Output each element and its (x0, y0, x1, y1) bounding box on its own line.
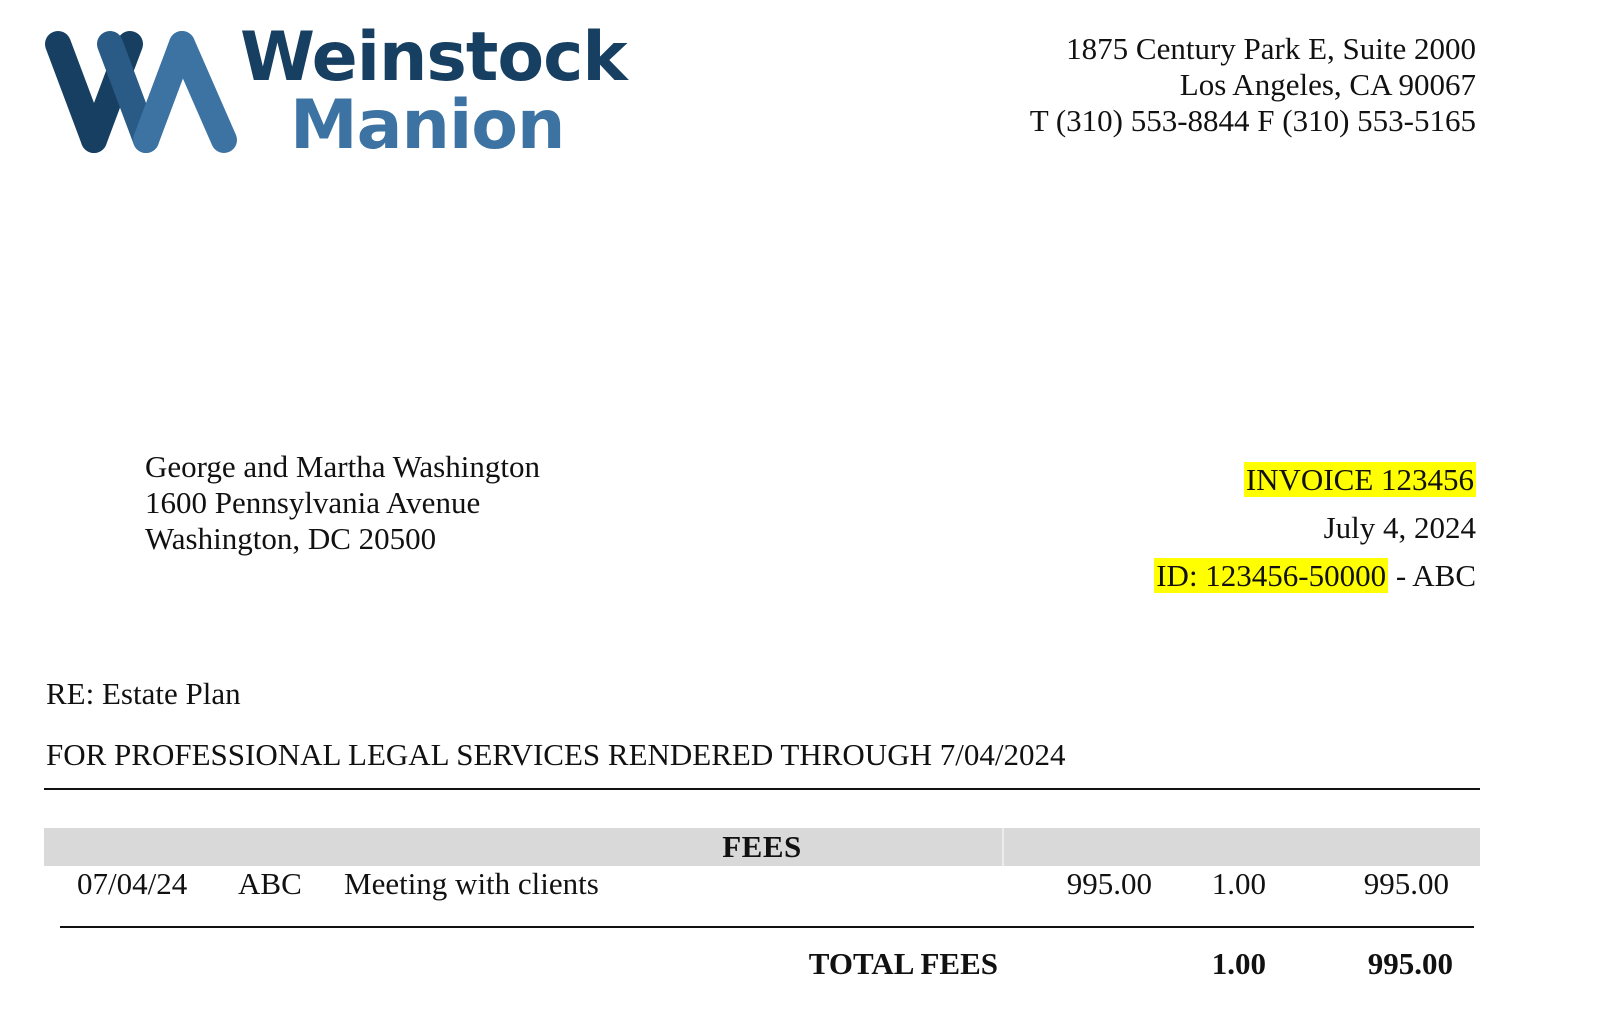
totals-divider (60, 926, 1474, 928)
fees-header-bar (44, 828, 1480, 866)
invoice-number-row (1154, 460, 1476, 508)
invoice-number: INVOICE 123456 (1245, 462, 1474, 497)
logo-mark-icon (44, 30, 240, 154)
total-amount: 995.00 (1367, 946, 1453, 981)
recipient-street: 1600 Pennsylvania Avenue (145, 485, 481, 520)
invoice-id: ID: 123456-50000 (1156, 558, 1387, 593)
logo-wordmark-manion: Manion (290, 86, 565, 165)
firm-phone-fax: T (310) 553-8844 F (310) 553-5165 (1029, 103, 1476, 138)
firm-address-line-1: 1875 Century Park E, Suite 2000 (1066, 31, 1476, 66)
firm-address-line-2: Los Angeles, CA 90067 (1179, 67, 1476, 102)
total-fees-label: TOTAL FEES (808, 946, 998, 981)
fee-rate: 995.00 (1066, 866, 1152, 901)
services-rendered-line: FOR PROFESSIONAL LEGAL SERVICES RENDERED THROUGH 7/04/2024 (46, 737, 1066, 772)
fee-hours: 1.00 (1211, 866, 1266, 901)
invoice-id-suffix: - ABC (1388, 558, 1476, 593)
invoice-date: July 4, 2024 (1323, 510, 1476, 545)
invoice-date-row (1154, 508, 1476, 556)
firm-address-block (1030, 31, 1476, 139)
invoice-meta-block (1154, 460, 1476, 604)
recipient-name: George and Martha Washington (145, 449, 540, 484)
fee-timekeeper: ABC (238, 866, 302, 901)
invoice-id-row (1154, 556, 1476, 604)
logo-wordmark-weinstock: Weinstock (240, 18, 627, 97)
recipient-address-block (145, 449, 540, 557)
re-line: RE: Estate Plan (46, 676, 241, 711)
horizontal-divider (44, 788, 1480, 790)
fee-amount: 995.00 (1363, 866, 1449, 901)
fee-description: Meeting with clients (344, 866, 599, 901)
recipient-city-state: Washington, DC 20500 (145, 521, 437, 556)
total-hours: 1.00 (1211, 946, 1266, 981)
fee-date: 07/04/24 (77, 866, 188, 901)
firm-logo (44, 18, 627, 165)
fees-title: FEES (722, 829, 802, 864)
